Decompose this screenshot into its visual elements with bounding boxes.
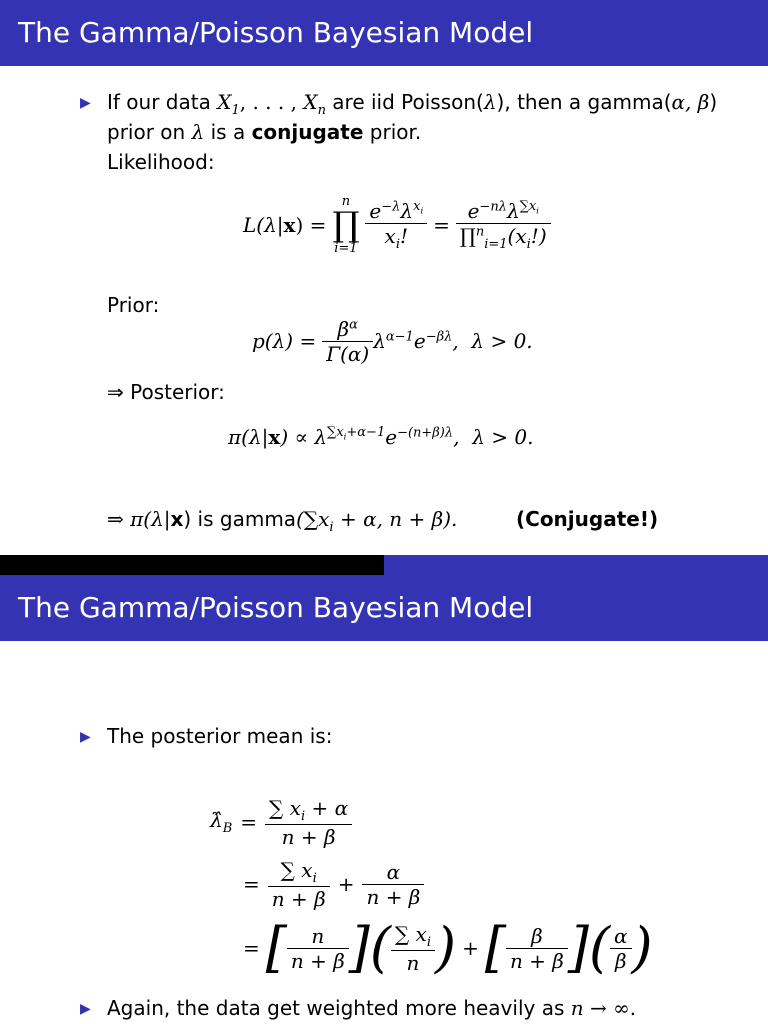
math-sup: −nλ	[479, 198, 507, 214]
text: are iid Poisson(	[325, 90, 484, 114]
math-text: → ∞.	[583, 996, 637, 1020]
math-sup: −λ	[381, 198, 401, 214]
math-sub: n	[317, 103, 326, 118]
text: prior.	[363, 120, 422, 144]
equals: =	[240, 810, 258, 834]
math-text: (x	[507, 223, 527, 248]
math-sub: i	[526, 236, 531, 252]
math-bold-x: x	[283, 213, 296, 237]
math-lambda: λ	[483, 90, 497, 114]
math-text: β	[337, 316, 350, 341]
math-text: ) ∝ λ	[280, 425, 328, 449]
denominator: n + β	[362, 884, 424, 909]
math-text: (∑x	[296, 507, 330, 531]
conclusion-line	[107, 507, 457, 535]
math-sub: i=1	[334, 241, 358, 256]
text: Again, the data get weighted more heavily as	[107, 996, 571, 1020]
denominator: n + β	[265, 824, 352, 849]
numerator	[265, 796, 352, 824]
text: If our data	[107, 90, 218, 114]
math-symbol: X	[217, 90, 232, 114]
bullet-text: The posterior mean is:	[107, 724, 333, 748]
math-text: λ̂	[210, 808, 223, 832]
math-sub: i	[420, 205, 424, 216]
slide-separator-dark	[0, 555, 384, 575]
math-text: e	[467, 198, 480, 223]
slide-2	[0, 575, 768, 1024]
denominator: n + β	[287, 948, 349, 973]
right-bracket: ]	[348, 916, 370, 979]
left-paren: (	[588, 916, 611, 979]
math-sub: i	[426, 934, 432, 950]
fraction	[610, 924, 632, 973]
math-sub: i	[343, 431, 347, 442]
fraction	[362, 860, 424, 909]
text: ), then a gamma(	[496, 90, 672, 114]
math-n: n	[570, 996, 584, 1020]
text: is a	[204, 120, 252, 144]
text: )	[709, 90, 718, 114]
math-text: p(λ) =	[252, 329, 317, 353]
math-text: e	[385, 425, 398, 449]
math-sup: −βλ	[425, 329, 453, 345]
fraction-2	[456, 199, 551, 252]
math-text: λ	[400, 198, 414, 223]
math-sub: i	[329, 520, 334, 535]
math-text: ∏	[459, 223, 476, 248]
math-text: L(λ|	[243, 213, 284, 237]
prior-label: Prior:	[107, 293, 160, 317]
posterior-mean-row2	[243, 855, 424, 913]
bullet-text-line1	[107, 90, 717, 118]
plus: +	[337, 872, 355, 896]
likelihood-label: Likelihood:	[107, 150, 215, 174]
numerator: α	[614, 923, 628, 948]
math-text: +α−1	[346, 425, 386, 441]
left-bracket: [	[265, 916, 287, 979]
math-text: x	[384, 223, 396, 248]
posterior-equation	[228, 425, 533, 449]
plus: +	[462, 936, 479, 960]
text: prior on	[107, 120, 192, 144]
math-sup	[327, 425, 385, 440]
math-text: λ	[506, 198, 520, 223]
math-text: ∑x	[519, 198, 537, 214]
math-symbol: X	[303, 90, 318, 114]
left-bracket: [	[484, 916, 506, 979]
lhs	[243, 213, 326, 237]
equals: =	[243, 936, 260, 960]
math-sub: i	[300, 808, 306, 824]
math-sup: α	[349, 316, 358, 332]
bullet-icon: ▶	[80, 1001, 91, 1017]
math-sub: 1	[231, 103, 240, 118]
math-text: + α	[305, 795, 349, 820]
math-sub: B	[222, 821, 233, 836]
bullet-text-line2	[107, 120, 421, 144]
slide-separator-blue	[384, 555, 768, 575]
fraction	[391, 922, 435, 975]
math-sup: n	[341, 194, 351, 209]
right-paren: )	[435, 916, 457, 979]
conjugate-bold: conjugate	[251, 120, 364, 144]
denominator: n	[391, 950, 435, 975]
math-sup: α−1	[385, 329, 414, 345]
text: ) is gamma	[183, 507, 297, 531]
numerator	[365, 199, 427, 223]
math-text: , λ > 0.	[453, 425, 534, 449]
fraction-prior	[322, 317, 373, 366]
posterior-mean-row3	[243, 917, 653, 979]
math-text: ∑x	[327, 425, 344, 441]
math-text: λ	[373, 329, 386, 353]
left-paren: (	[369, 916, 391, 979]
numerator	[391, 922, 435, 950]
math-bold-x: x	[170, 507, 184, 531]
fraction-1	[365, 199, 427, 252]
posterior-mean-row1	[210, 793, 352, 851]
numerator	[268, 858, 330, 886]
math-x1	[217, 90, 240, 118]
math-dots: , . . . ,	[239, 90, 304, 114]
math-text: x	[413, 198, 421, 214]
math-sup	[413, 199, 423, 214]
fraction	[287, 924, 349, 973]
equals: =	[433, 213, 450, 237]
math-sub: i	[312, 870, 317, 886]
bullet-icon: ▶	[80, 729, 91, 745]
product-symbol: ∏	[332, 205, 360, 245]
numerator	[322, 317, 373, 341]
math-text: ∑ x	[280, 857, 313, 882]
numerator: β	[531, 923, 543, 948]
fraction	[265, 796, 352, 849]
math-text: , λ > 0.	[452, 329, 533, 353]
product-operator	[332, 195, 359, 255]
denominator	[365, 223, 427, 252]
conjugate-note: (Conjugate!)	[516, 507, 659, 531]
lambda-hat	[210, 808, 232, 836]
posterior-label: ⇒ Posterior:	[107, 380, 225, 404]
math-text: e	[413, 329, 426, 353]
slide-title: The Gamma/Poisson Bayesian Model	[0, 575, 768, 641]
right-paren: )	[631, 916, 653, 979]
denominator: Γ(α)	[322, 341, 373, 366]
equals: =	[243, 872, 260, 896]
math-text: π(λ|	[228, 425, 269, 449]
fraction	[268, 858, 330, 911]
math-text: ) =	[295, 213, 327, 237]
numerator	[456, 199, 551, 223]
math-lambda: λ	[191, 120, 205, 144]
math-text: ∑ x	[394, 921, 427, 946]
math-bold-x: x	[268, 425, 281, 449]
math-text: ⇒ π(λ|	[107, 507, 171, 531]
prior-equation	[252, 310, 533, 372]
math-text: !	[399, 223, 409, 248]
math-text: e	[369, 198, 382, 223]
denominator: n + β	[268, 886, 330, 911]
likelihood-equation	[243, 185, 551, 265]
slide-title: The Gamma/Poisson Bayesian Model	[0, 0, 768, 66]
math-text: + α, n + β).	[333, 507, 458, 531]
math-sub: i	[395, 236, 400, 252]
right-bracket: ]	[567, 916, 589, 979]
math-sub: i=1	[484, 236, 508, 252]
bullet-icon: ▶	[80, 95, 91, 111]
math-sup: n	[475, 223, 485, 239]
numerator: n	[311, 923, 325, 948]
denominator: β	[610, 948, 632, 973]
math-sup: −(n+β)λ	[397, 425, 454, 441]
math-alpha-beta: α, β	[671, 90, 710, 114]
numerator: α	[386, 859, 401, 884]
math-text: !)	[530, 223, 547, 248]
math-xn	[303, 90, 326, 118]
denominator: n + β	[506, 948, 568, 973]
fraction	[506, 924, 568, 973]
prior-rest	[373, 329, 532, 353]
math-sub: i	[536, 205, 539, 216]
denominator	[456, 223, 551, 252]
math-sup	[520, 199, 539, 214]
bullet-text-2	[107, 996, 636, 1020]
math-text: ∑ x	[269, 795, 301, 820]
